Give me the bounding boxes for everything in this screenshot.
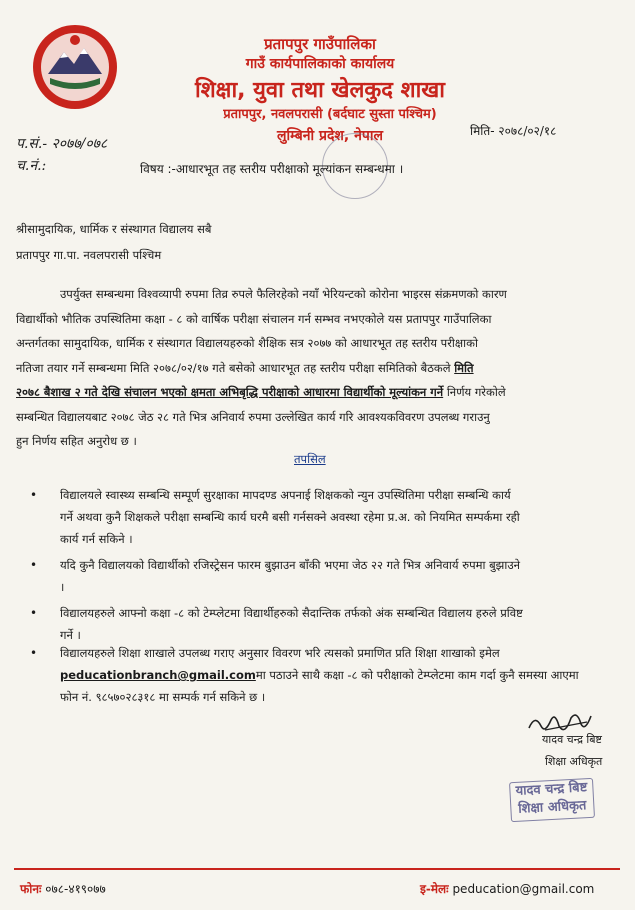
body-line: सम्बन्धित विद्यालयबाट २०७८ जेठ २८ गते भित्र अनिवार्य रुपमा उल्लेखित कार्य गरि आवश्यकविवरण उपलब्ध गराउनु (16, 409, 490, 424)
highlighted-text: २०७८ बैशाख २ गते देखि संचालन भएको क्षमता अभिबृद्धि परीक्षाको आधारमा विद्यार्थीको मूल्यांकन गर्ने (16, 385, 444, 399)
official-rubber-stamp (509, 778, 595, 822)
addressee-line-1: श्रीसामुदायिक, धार्मिक र संस्थागत विद्यालय सबै (16, 222, 212, 236)
patra-sankhya: प.सं.- २०७७/०७८ (16, 136, 108, 152)
chalani-number: च.नं.: (16, 158, 47, 174)
body-text: नतिजा तयार गर्ने सम्बन्धमा मिति २०७८/०२/१७ गते बसेको आधारभूत तह स्तरीय परीक्षा समितिको बैठकले (16, 360, 455, 375)
phone-label: फोनः (20, 882, 42, 896)
footer-email (420, 880, 594, 897)
stamp-role: शिक्षा अधिकृत (517, 798, 587, 817)
branch-email-link[interactable]: peducationbranch@gmail.com (60, 668, 256, 682)
list-text: । (60, 580, 65, 594)
stamp-name: यादव चन्द्र बिष्ट (515, 780, 588, 799)
addressee-line-2: प्रतापपुर गा.पा. नवलपरासी पश्चिम (16, 248, 162, 262)
bullet-icon: • (30, 488, 38, 502)
signer-name: यादव चन्द्र बिष्ट (542, 733, 602, 746)
signer-role: शिक्षा अधिकृत (545, 755, 603, 768)
body-line: अन्तर्गतका सामुदायिक, धार्मिक र संस्थागत विद्यालयहरुको शैक्षिक सत्र २०७७ को आधारभूत तह स्तरीय परीक्षाको (16, 336, 478, 350)
list-item (30, 554, 615, 598)
list-item (30, 484, 615, 550)
list-text: कार्य गर्न सकिने । (60, 532, 133, 546)
highlighted-text: मिति (454, 360, 474, 375)
list-text: फोन नं. ९८५७०२८३१८ मा सम्पर्क गर्न सकिने छ । (60, 690, 266, 704)
subject-line: विषय :-आधारभूत तह स्तरीय परीक्षाको मूल्यांकन सम्बन्धमा । (140, 162, 404, 176)
phone-value: ०७८-४१९०७७ (45, 882, 106, 896)
letter-date: मिति- २०७८/०२/१८ (470, 124, 557, 138)
list-text: मा पठाउने साथै कक्षा -८ को परीक्षाको टेम्प्लेटमा काम गर्दा कुनै समस्या आएमा (255, 668, 579, 682)
body-line: विद्यार्थीको भौतिक उपस्थितिमा कक्षा - ८ को वार्षिक परीक्षा संचालन गर्न सम्भव नभएकोले यस प्रतापपुर गाउँपालिका (16, 311, 492, 326)
branch-name: शिक्षा, युवा तथा खेलकुद शाखा (195, 78, 445, 103)
list-text (40, 664, 615, 686)
office-address: प्रतापपुर, नवलपरासी (बर्दघाट सुस्ता पश्चिम) (223, 107, 437, 122)
body-line: हुन निर्णय सहित अनुरोध छ । (16, 434, 137, 448)
list-text: विद्यालयहरुले आफ्नो कक्षा -८ को टेम्प्लेटमा विद्यार्थीहरुको सैदान्तिक तर्फको अंक सम्बन्धित विद्यालय हरुले प्रविष्ट (60, 606, 523, 620)
footer-phone (20, 880, 106, 897)
office-subtitle: गाउँ कार्यपालिकाको कार्यालय (245, 56, 395, 72)
list-text: गर्ने अथवा कुनै शिक्षकले परीक्षा सम्बन्धि कार्य घरमै बसी गर्नसक्ने अवस्था रहेमा प्र.अ. को नियमित सम्पर्कमा रही (60, 510, 520, 524)
list-item (30, 642, 615, 708)
body-line (16, 380, 616, 405)
bullet-icon: • (30, 558, 38, 572)
body-paragraph (16, 282, 616, 454)
list-text: यदि कुनै विद्यालयको विद्यार्थीको रजिस्ट्रेसन फारम बुझाउन बाँकी भएमा जेठ २२ गते भित्र अनिवार्य रुपमा बुझाउने (60, 558, 521, 572)
list-item (30, 602, 615, 646)
list-text: विद्यालयले स्वास्थ्य सम्बन्धि सम्पूर्ण सुरक्षाका मापदण्ड अपनाई शिक्षकको न्युन उपस्थितिमा परीक्षा सम्बन्धि कार्य (60, 488, 511, 502)
list-text: गर्ने । (60, 628, 81, 642)
nepal-emblem-logo (30, 22, 120, 112)
email-label: इ-मेलः (420, 882, 449, 896)
bullet-icon: • (30, 646, 38, 660)
body-line (16, 356, 616, 381)
office-name: प्रतापपुर गाउँपालिका (264, 35, 376, 53)
body-text: निर्णय गरेकोले (443, 385, 506, 399)
body-line: उपर्युक्त सम्बन्धमा विश्वव्यापी रुपमा तिव्र रुपले फैलिरहेको नयाँ भेरियन्टको कोरोना भाइरस संक्रमणको कारण (60, 287, 507, 301)
office-province: लुम्बिनी प्रदेश, नेपाल (277, 128, 383, 144)
footer-divider (14, 868, 620, 870)
email-value[interactable]: peducation@gmail.com (452, 882, 595, 896)
tapsil-heading: तपसिल (294, 452, 326, 466)
bullet-icon: • (30, 606, 38, 620)
list-text: विद्यालयहरुले शिक्षा शाखाले उपलब्ध गराए अनुसार विवरण भरि त्यसको प्रमाणित प्रति शिक्षा शाखाको इमेल (60, 646, 500, 660)
